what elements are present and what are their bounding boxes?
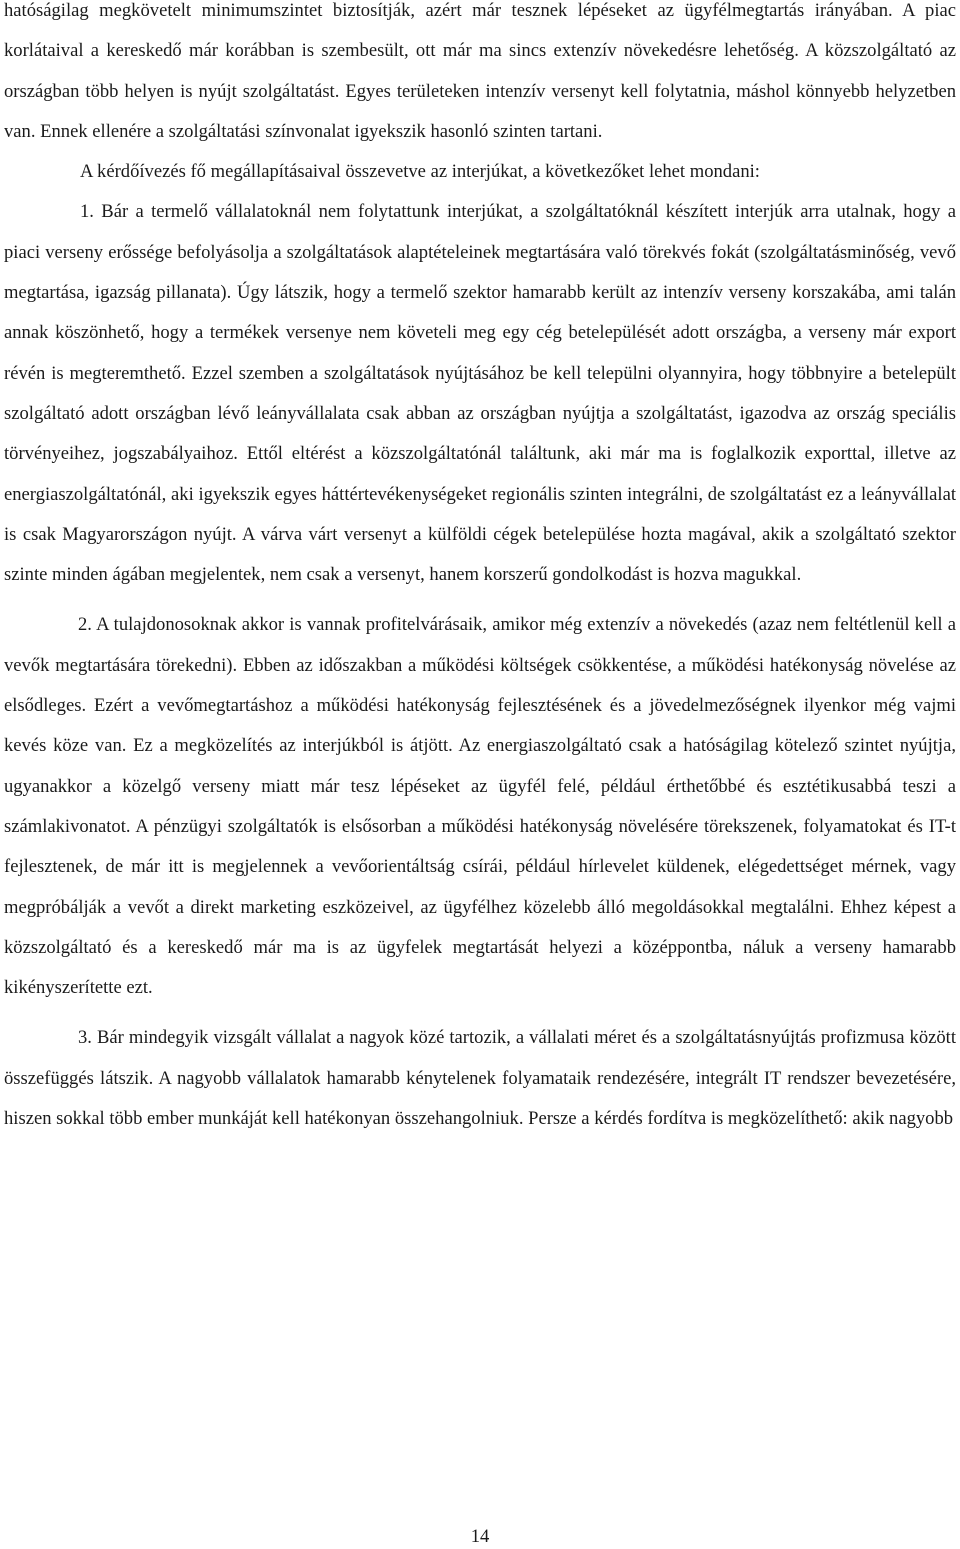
document-body — [4, 0, 956, 1139]
paragraph-point-2: 2. A tulajdonosoknak akkor is vannak profitelvárásaik, amikor még extenzív a növekedés (azaz nem feltétlenül kell a vevők megtartására törekedni). Ebben az időszakban a működési költségek csökkentése, a működési hatékonyság növelése az elsődleges. Ezért a vevőmegtartáshoz a működési hatékonyság fejlesztésének és a jövedelmezőségnek ilyenkor még vajmi kevés köze van. Ez a megközelítés az interjúkból is átjött. Az energiaszolgáltató csak a hatóságilag kötelező szintet nyújtja, ugyanakkor a közelgő verseny miatt már tesz lépéseket az ügyfél felé, például érthetőbbé és esztétikusabbá teszi a számlakivonatot. A pénzügyi szolgáltatók is elsősorban a működési hatékonyság növelésére törekszenek, folyamatokat és IT-t fejlesztenek, de már itt is megjelennek a vevőorientáltság csírái, például hírlevelet küldenek, elégedettséget mérnek, vagy megpróbálják a vevőt a direkt marketing eszközeivel, az ügyfélhez közelebb álló megoldásokkal megtalálni. Ehhez képest a közszolgáltató és a kereskedő már ma is az ügyfelek megtartását helyezi a középpontba, náluk a verseny hamarabb kikényszerítette ezt. — [4, 614, 956, 999]
paragraph-summary-lead: A kérdőívezés fő megállapításaival összevetve az interjúkat, a következőket lehet mondani: — [80, 161, 760, 183]
paragraph-point-3: 3. Bár mindegyik vizsgált vállalat a nagyok közé tartozik, a vállalati méret és a szolgáltatásnyújtás profizmusa között összefüggés látszik. A nagyobb vállalatok hamarabb kénytelenek folyamataik rendezésére, integrált IT rendszer bevezetésére, hiszen sokkal több ember munkáját kell hatékonyan összehangolniuk. Persze a kérdés fordítva is megközelíthető: akik nagyobb — [4, 1027, 956, 1130]
paragraph-point-1: 1. Bár a termelő vállalatoknál nem folytattunk interjúkat, a szolgáltatóknál készített interjúk arra utalnak, hogy a piaci verseny erőssége befolyásolja a szolgáltatások alaptételeinek megtartására való törekvés fokát (szolgáltatásminőség, vevő megtartása, igazság pillanata). Úgy látszik, hogy a termelő szektor hamarabb került az intenzív verseny korszakába, ami talán annak köszönhető, hogy a termékek versenye nem követeli meg egy cég betelepülését adott országba, a verseny már export révén is megteremthető. Ezzel szemben a szolgáltatások nyújtásához be kell települni olyannyira, hogy többnyire a betelepült szolgáltató adott országban lévő leányvállalata csak abban az országban nyújtja a szolgáltatást, igazodva az ország speciális törvényeihez, jogszabályaihoz. Ettől eltérést a közszolgáltatónál találtunk, aki már ma is foglalkozik exporttal, illetve az energiaszolgáltatónál, aki igyekszik egyes háttértevékenységeket regionális szinten integrálni, de szolgáltatást ez a leányvállalat is csak Magyarországon nyújt. A várva várt versenyt a külföldi cégek betelepülése hozta magával, akik a szolgáltató szektor szinte minden ágában megjelentek, nem csak a versenyt, hanem korszerű gondolkodást is hozva magukkal. — [4, 201, 956, 586]
paragraph-intro: hatóságilag megkövetelt minimumszintet biztosítják, azért már tesznek lépéseket az ügyfélmegtartás irányában. A piac korlátaival a kereskedő már korábban is szembesült, ott már ma sincs extenzív növekedésre lehetőség. A közszolgáltató az országban több helyen is nyújt szolgáltatást. Egyes területeken intenzív versenyt kell folytatnia, máshol könnyebb helyzetben van. Ennek ellenére a szolgáltatási színvonalat igyekszik hasonló szinten tartani. — [4, 0, 956, 142]
page-number: 14 — [470, 1526, 490, 1547]
